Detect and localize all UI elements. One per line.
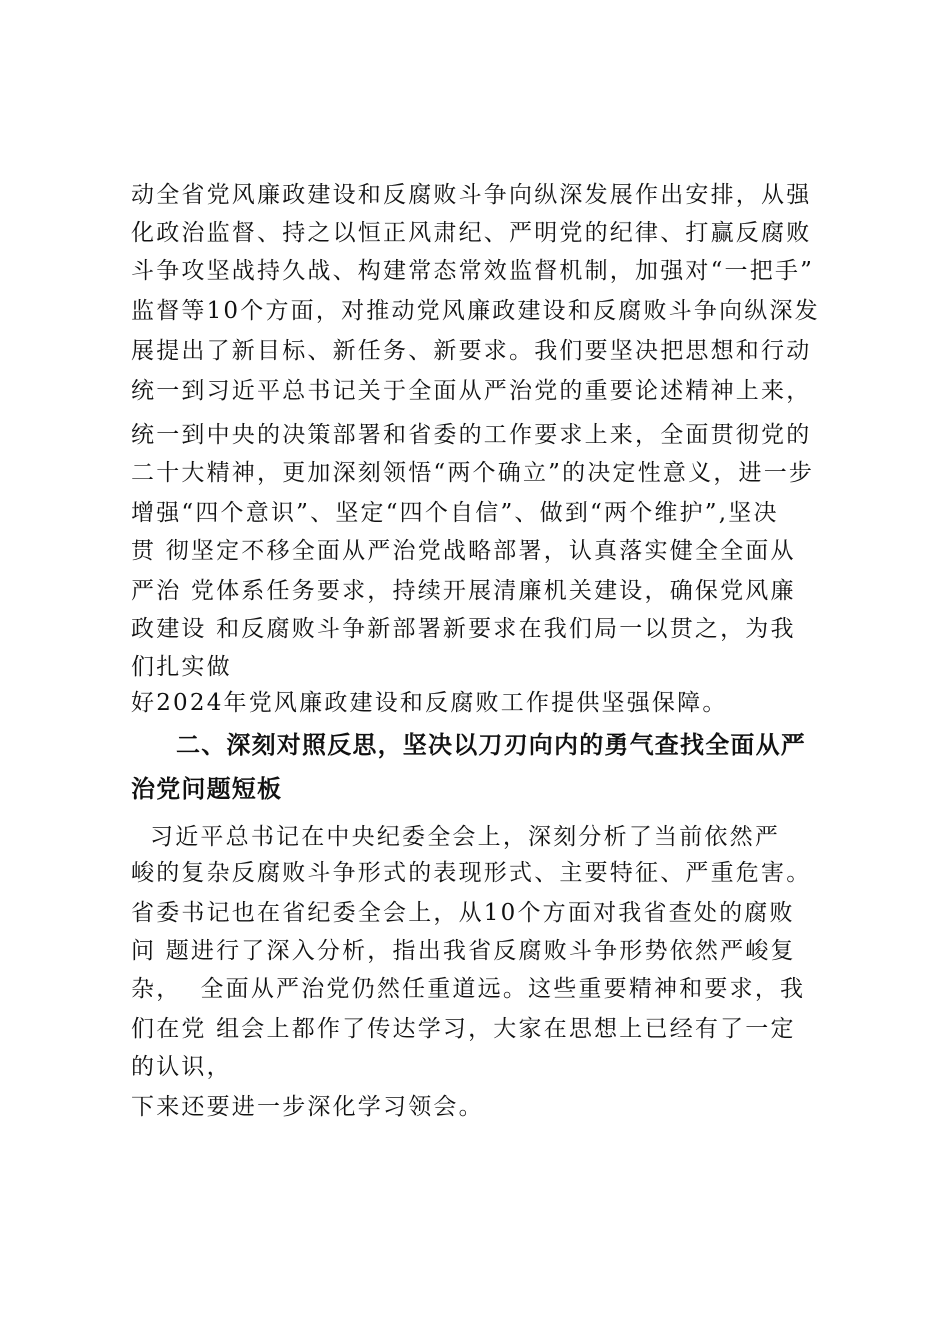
paragraph-line: 统一到习近平总书记关于全面从严治党的重要论述精神上来， — [131, 378, 812, 404]
paragraph-line: 习近平总书记在中央纪委全会上，深刻分析了当前依然严 — [131, 824, 781, 850]
paragraph-line: 下来还要进一步深化学习领会。 — [131, 1094, 484, 1120]
paragraph-line: 政建设 和反腐败斗争新部署新要求在我们局一以贯之，为我 — [131, 616, 796, 642]
paragraph-line: 展提出了新目标、新任务、新要求。我们要坚决把思想和行动 — [131, 338, 812, 364]
paragraph-line: 化政治监督、持之以恒正风肃纪、严明党的纪律、打赢反腐败 — [131, 220, 812, 246]
paragraph-line: 严治 党体系任务要求，持续开展清廉机关建设，确保党风廉 — [131, 578, 796, 604]
paragraph-line: 好2024年党风廉政建设和反腐败工作提供坚强保障。 — [131, 690, 728, 716]
paragraph-line: 斗争攻坚战持久战、构建常态常效监督机制，加强对“一把手” — [131, 258, 815, 284]
paragraph-line: 杂， 全面从严治党仍然任重道远。这些重要精神和要求，我 — [131, 976, 806, 1002]
paragraph-line: 二十大精神，更加深刻领悟“两个确立”的决定性意义，进一步 — [131, 460, 815, 486]
paragraph-line: 监督等10个方面，对推动党风廉政建设和反腐败斗争向纵深发 — [131, 298, 820, 324]
section-heading-line: 治党问题短板 — [131, 775, 283, 803]
paragraph-line: 峻的复杂反腐败斗争形式的表现形式、主要特征、严重危害。 — [131, 860, 812, 886]
paragraph-line: 动全省党风廉政建设和反腐败斗争向纵深发展作出安排，从强 — [131, 182, 812, 208]
paragraph-line: 们扎实做 — [131, 654, 232, 680]
paragraph-line: 统一到中央的决策部署和省委的工作要求上来，全面贯彻党的 — [131, 422, 812, 448]
paragraph-line: 的认识， — [131, 1054, 232, 1080]
section-heading-line: 二、深刻对照反思，坚决以刀刃向内的勇气查找全面从严 — [176, 731, 806, 759]
paragraph-line: 贯 彻坚定不移全面从严治党战略部署，认真落实健全全面从 — [131, 538, 796, 564]
paragraph-line: 增强“四个意识”、坚定“四个自信”、做到“两个维护”,坚决 — [131, 500, 779, 526]
paragraph-line: 省委书记也在省纪委全会上，从10个方面对我省查处的腐败 — [131, 900, 795, 926]
paragraph-line: 问 题进行了深入分析，指出我省反腐败斗争形势依然严峻复 — [131, 938, 796, 964]
paragraph-line: 们在党 组会上都作了传达学习，大家在思想上已经有了一定 — [131, 1016, 796, 1042]
